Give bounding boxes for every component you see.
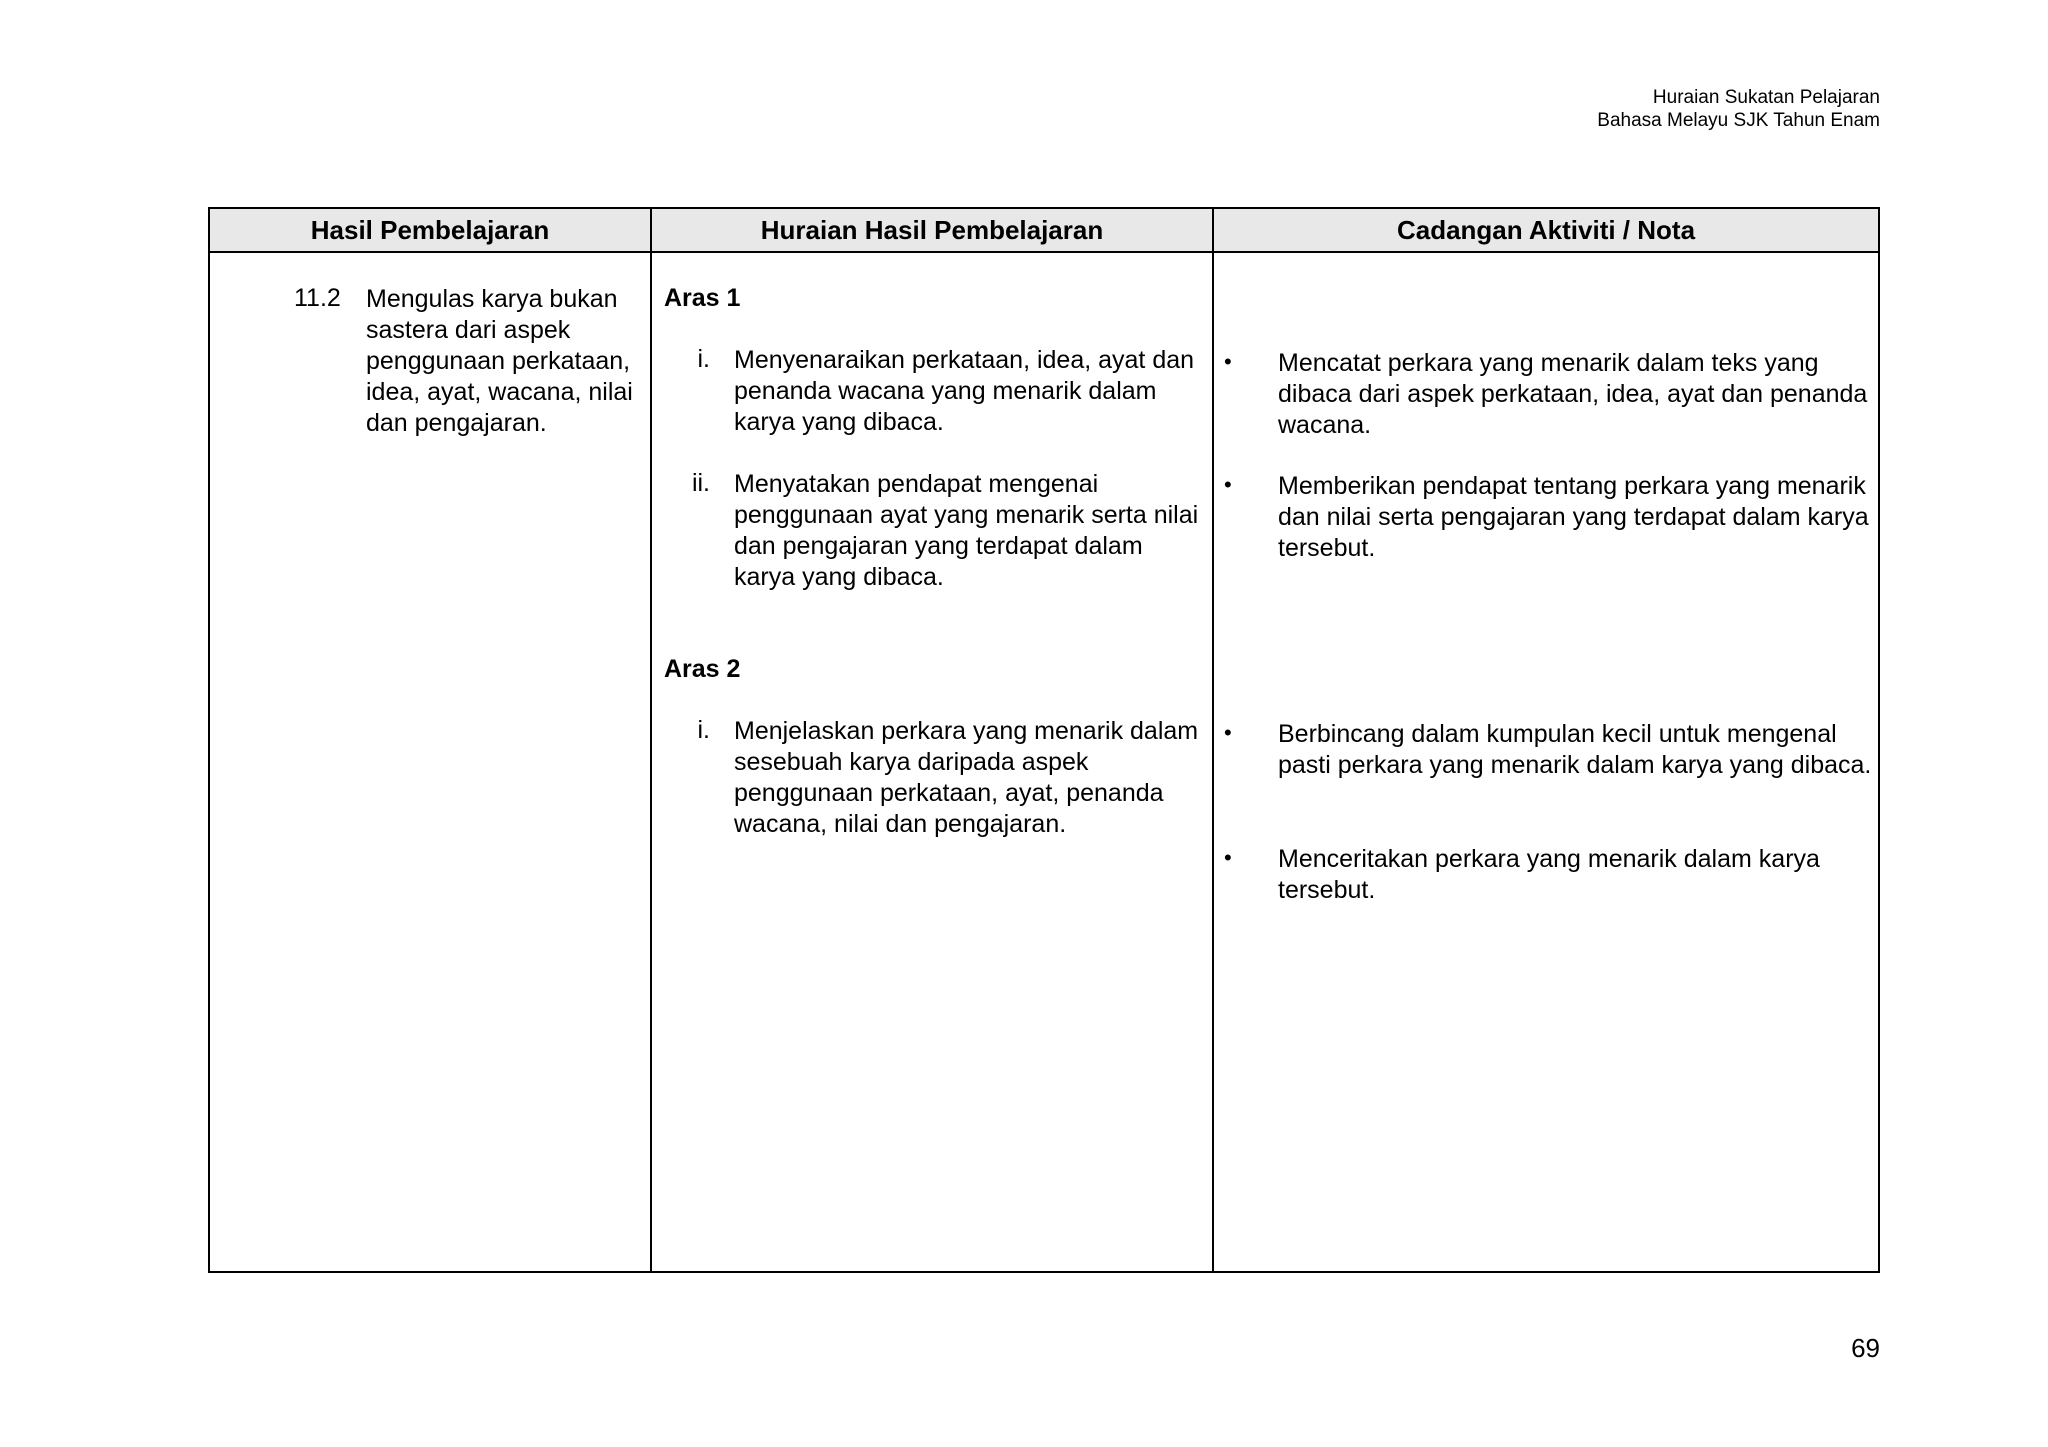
item-number: i. bbox=[697, 716, 710, 744]
level-heading: Aras 1 bbox=[664, 284, 741, 312]
activity-item: Mencatat perkara yang menarik dalam teks yang dibaca dari aspek perkataan, idea, ayat dan penanda wacana. bbox=[1278, 349, 1868, 439]
item-text: Menyenaraikan perkataan, idea, ayat dan penanda wacana yang menarik dalam karya yang dibaca. bbox=[734, 346, 1195, 436]
header-huraian-hasil-pembelajaran: Huraian Hasil Pembelajaran bbox=[760, 215, 1104, 245]
bullet-icon: • bbox=[1224, 845, 1232, 870]
activity-item: Memberikan pendapat tentang perkara yang menarik dan nilai serta pengajaran yang terdapat dalam karya tersebut. bbox=[1278, 472, 1869, 562]
syllabus-table bbox=[208, 207, 1880, 1273]
table-header-row bbox=[210, 209, 1878, 253]
header-cadangan-aktiviti: Cadangan Aktiviti / Nota bbox=[1396, 215, 1696, 245]
item-number: ii. bbox=[691, 469, 710, 497]
item-text: Menyatakan pendapat mengenai penggunaan ayat yang menarik serta nilai dan pengajaran yang terdapat dalam karya yang dibaca. bbox=[734, 470, 1199, 591]
item-number: i. bbox=[697, 345, 710, 373]
bullet-icon: • bbox=[1224, 720, 1232, 745]
activity-item: Menceritakan perkara yang menarik dalam karya tersebut. bbox=[1278, 845, 1820, 904]
bullet-icon: • bbox=[1224, 472, 1232, 497]
column-divider-1 bbox=[650, 209, 652, 1271]
column-divider-2 bbox=[1212, 209, 1214, 1271]
header-line-2: Bahasa Melayu SJK Tahun Enam bbox=[1597, 110, 1880, 131]
activity-item: Berbincang dalam kumpulan kecil untuk mengenal pasti perkara yang menarik dalam karya yang dibaca. bbox=[1278, 720, 1872, 779]
header-hasil-pembelajaran: Hasil Pembelajaran bbox=[310, 215, 550, 245]
learning-outcome-number: 11.2 bbox=[294, 284, 341, 312]
level-heading: Aras 2 bbox=[664, 655, 741, 683]
bullet-icon: • bbox=[1224, 349, 1232, 374]
page-number: 69 bbox=[1851, 1333, 1880, 1363]
item-text: Menjelaskan perkara yang menarik dalam sesebuah karya daripada aspek penggunaan perkataan, ayat, penanda wacana, nilai dan pengajaran. bbox=[734, 717, 1199, 838]
running-header bbox=[1597, 86, 1880, 132]
learning-outcome-text: Mengulas karya bukan sastera dari aspek penggunaan perkataan, idea, ayat, wacana, nilai dan pengajaran. bbox=[366, 285, 633, 437]
header-line-1: Huraian Sukatan Pelajaran bbox=[1652, 87, 1880, 108]
